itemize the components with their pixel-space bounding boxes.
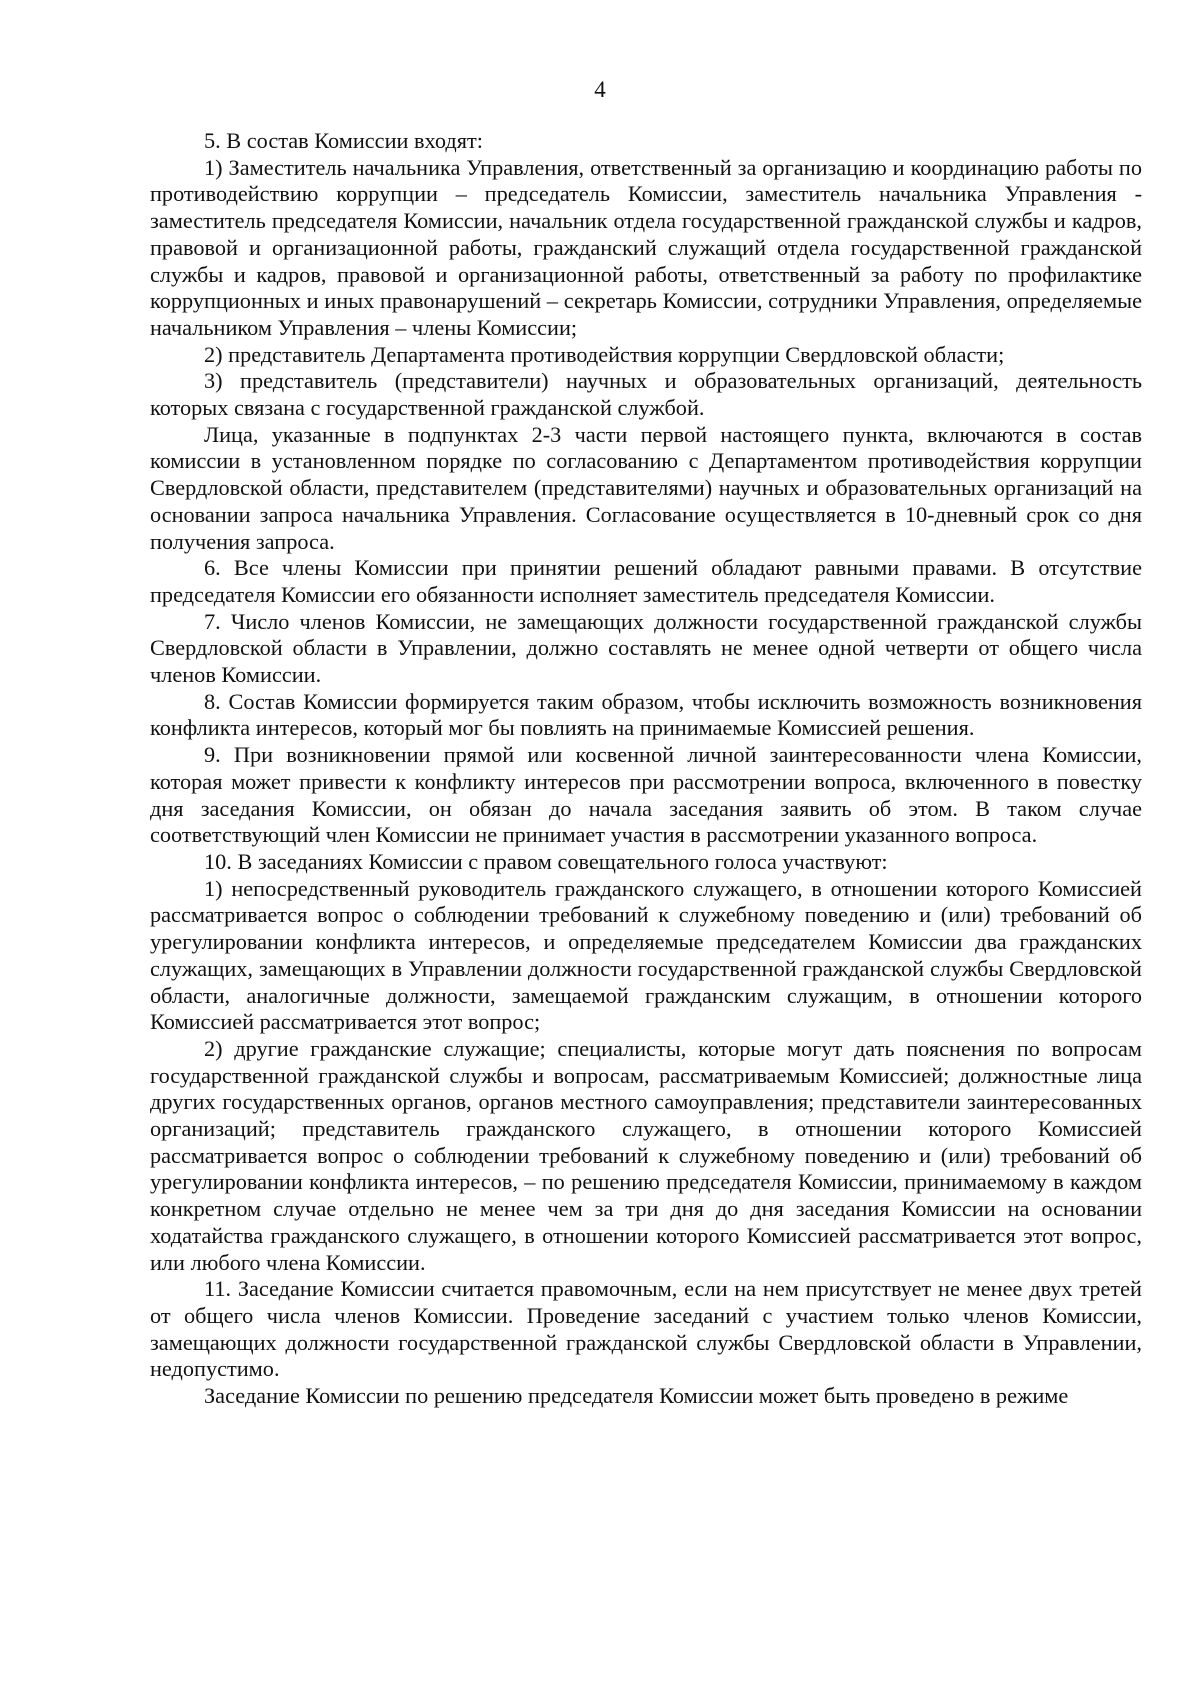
paragraph-11: 11. Заседание Комиссии считается правомочным, если на нем присутствует не менее двух третей от общего числа членов Комиссии. Проведение заседаний с участием только членов Комиссии, замещающих должности государственной гражданской службы Свердловской области в Управлении, недопустимо. xyxy=(150,1276,1142,1382)
document-body xyxy=(150,128,1142,1410)
paragraph-5-item-1: 1) Заместитель начальника Управления, ответственный за организацию и координацию работы по противодействию коррупции – председатель Комиссии, заместитель начальника Управления - заместитель председателя Комиссии, начальник отдела государственной гражданской службы и кадров, правовой и организационной работы, гражданский служащий отдела государственной гражданской службы и кадров, правовой и организационной работы, ответственный за работу по профилактике коррупционных и иных правонарушений – секретарь Комиссии, сотрудники Управления, определяемые начальником Управления – члены Комиссии; xyxy=(150,154,1142,340)
paragraph-5-item-2: 2) представитель Департамента противодействия коррупции Свердловской области; xyxy=(204,341,1005,367)
paragraph-11-continued: Заседание Комиссии по решению председателя Комиссии может быть проведено в режиме xyxy=(204,1383,1069,1409)
paragraph-8: 8. Состав Комиссии формируется таким образом, чтобы исключить возможность возникновения конфликта интересов, который мог бы повлиять на принимаемые Комиссией решения. xyxy=(150,688,1142,741)
paragraph-5-persons: Лица, указанные в подпунктах 2-3 части первой настоящего пункта, включаются в состав комиссии в установленном порядке по согласованию с Департаментом противодействия коррупции Свердловской области, представителем (представителями) научных и образовательных организаций на основании запроса начальника Управления. Согласование осуществляется в 10-дневный срок со дня получения запроса. xyxy=(150,421,1142,554)
paragraph-10-item-2: 2) другие гражданские служащие; специалисты, которые могут дать пояснения по вопросам государственной гражданской службы и вопросам, рассматриваемым Комиссией; должностные лица других государственных органов, органов местного самоуправления; представители заинтересованных организаций; представитель гражданского служащего, в отношении которого Комиссией рассматривается вопрос о соблюдении требований к служебному поведению и (или) требований об урегулировании конфликта интересов, – по решению председателя Комиссии, принимаемому в каждом конкретном случае отдельно не менее чем за три дня до дня заседания Комиссии на основании ходатайства гражданского служащего, в отношении которого Комиссией рассматривается этот вопрос, или любого члена Комиссии. xyxy=(150,1035,1142,1275)
paragraph-5-item-3: 3) представитель (представители) научных и образовательных организаций, деятельность которых связана с государственной гражданской службой. xyxy=(150,368,1142,421)
paragraph-7: 7. Число членов Комиссии, не замещающих должности государственной гражданской службы Свердловской области в Управлении, должно составлять не менее одной четверти от общего числа членов Комиссии. xyxy=(150,608,1142,688)
paragraph-9: 9. При возникновении прямой или косвенной личной заинтересованности члена Комиссии, которая может привести к конфликту интересов при рассмотрении вопроса, включенного в повестку дня заседания Комиссии, он обязан до начала заседания заявить об этом. В таком случае соответствующий член Комиссии не принимает участия в рассмотрении указанного вопроса. xyxy=(150,742,1142,848)
paragraph-5-heading: 5. В состав Комиссии входят: xyxy=(204,128,483,153)
paragraph-10-item-1: 1) непосредственный руководитель гражданского служащего, в отношении которого Комиссией рассматривается вопрос о соблюдении требований к служебному поведению и (или) требований об урегулировании конфликта интересов, и определяемые председателем Комиссии два гражданских служащих, замещающих в Управлении должности государственной гражданской службы Свердловской области, аналогичные должности, замещаемой гражданским служащим, в отношении которого Комиссией рассматривается этот вопрос; xyxy=(150,875,1142,1035)
page-number: 4 xyxy=(594,77,606,102)
paragraph-6: 6. Все члены Комиссии при принятии решений обладают равными правами. В отсутствие председателя Комиссии его обязанности исполняет заместитель председателя Комиссии. xyxy=(150,555,1142,607)
paragraph-10-heading: 10. В заседаниях Комиссии с правом совещательного голоса участвуют: xyxy=(204,848,888,874)
